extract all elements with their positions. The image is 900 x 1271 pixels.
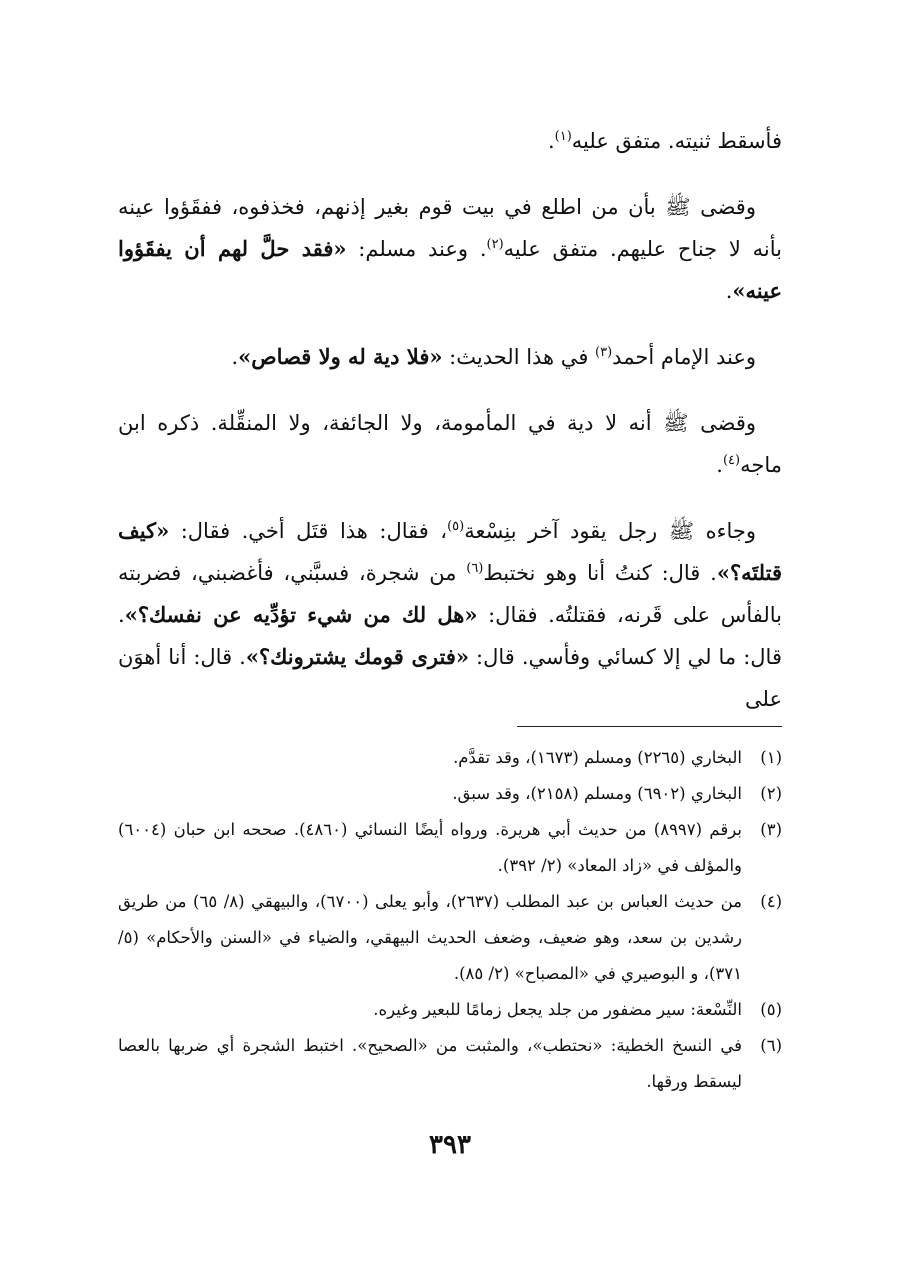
hadith-quote: «فقد حلَّ لهم أن يفقَؤوا عينه» (118, 236, 782, 303)
paragraph-text: وجاءه ﷺ رجل يقود آخر بنِسْعة (464, 519, 756, 543)
paragraph-1 (118, 120, 782, 162)
hadith-quote: «كيف قتلتَه؟» (118, 518, 783, 585)
paragraph-text: وقضى ﷺ بأن من اطلع في بيت قوم بغير إذنهم، فخذفوه، ففقَؤوا عينه بأنه لا جناح عليهم. متفق عليه (118, 195, 782, 261)
paragraph-text: وقضى ﷺ أنه لا دية في المأمومة، ولا الجائفة، ولا المنقِّلة. ذكره ابن ماجه (118, 411, 782, 477)
footnote-ref: (٢) (486, 237, 504, 252)
footnote-ref: (٤) (722, 453, 741, 468)
footnote-text: البخاري (٦٩٠٢) ومسلم (٢١٥٨)، وقد سبق. (452, 784, 742, 803)
hadith-quote: «هل لك من شيء تؤدِّيه عن نفسك؟» (124, 602, 478, 627)
footnote-divider (517, 726, 782, 727)
paragraph-4 (118, 402, 782, 486)
footnote-text: من حديث العباس بن عبد المطلب (٢٦٣٧)، وأبو يعلى (٦٧٠٠)، والبيهقي (٨/ ٦٥) من طريق رشدين بن سعد، وهو ضعيف، وضعف الحديث البيهقي، والضياء في «السنن والأحكام» (٥/ ٣٧١)، و البوصيري في «المصباح» (٢/ ٨٥). (118, 892, 742, 983)
footnote-ref: (٥) (447, 519, 465, 534)
footnote-ref: (٣) (595, 345, 613, 360)
footnote-number: (٦) (760, 1036, 782, 1055)
footnotes (118, 740, 782, 1100)
footnote-text: البخاري (٢٢٦٥) ومسلم (١٦٧٣)، وقد تقدَّم. (453, 748, 742, 767)
footnote-number: (٣) (760, 820, 782, 839)
footnote-item (118, 884, 782, 992)
paragraph-text: . قال: كنتُ أنا وهو نختبط (483, 561, 717, 585)
footnote-ref: (٦) (466, 561, 484, 576)
paragraph-text: . وعند مسلم: (346, 237, 487, 261)
footnote-number: (١) (760, 748, 782, 767)
paragraph-text: . (716, 453, 723, 477)
paragraph-2 (118, 186, 782, 312)
footnote-ref: (١) (554, 129, 572, 144)
paragraph-5 (118, 510, 782, 720)
footnote-text: برقم (٨٩٩٧) من حديث أبي هريرة. ورواه أيضًا النسائي (٤٨٦٠). صححه ابن حبان (٦٠٠٤) والمؤلف في «زاد المعاد» (٢/ ٣٩٢). (118, 820, 742, 875)
main-text (118, 120, 782, 720)
paragraph-text: . قال: أنا أهوَن على (118, 645, 782, 711)
paragraph-text: وعند الإمام أحمد (612, 345, 756, 369)
paragraph-text: من شجرة، فسبَّني، فأغضبني، فضربته بالفأس على قَرنه، فقتلتُه. فقال: (118, 561, 782, 627)
paragraph-text: . (547, 129, 555, 153)
footnote-number: (٢) (760, 784, 782, 803)
footnote-number: (٥) (760, 1000, 782, 1019)
footnote-item (118, 740, 782, 776)
paragraph-text: . (231, 345, 239, 369)
footnote-item (118, 812, 782, 884)
page-number: ٣٩٣ (429, 1130, 471, 1160)
footnote-text: النِّسْعة: سير مضفور من جلد يجعل زمامًا للبعير وغيره. (373, 1000, 742, 1019)
paragraph-text: . قال: ما لي إلا كسائي وفأسي. قال: (118, 603, 782, 669)
paragraph-text: ، فقال: هذا قتَل أخي. فقال: (169, 519, 448, 543)
footnote-text: في النسخ الخطية: «نحتطب»، والمثبت من «الصحيح». اختبط الشجرة أي ضربها بالعصا ليسقط ورقها. (118, 1036, 742, 1091)
paragraph-text: في هذا الحديث: (442, 345, 596, 369)
paragraph-text: فأسقط ثنيته. متفق عليه (571, 129, 782, 153)
footnote-item (118, 1028, 782, 1100)
hadith-quote: «فترى قومك يشترونك؟» (245, 644, 469, 669)
paragraph-text: . (725, 279, 733, 303)
footnote-item (118, 776, 782, 812)
footnote-number: (٤) (760, 892, 782, 911)
paragraph-3 (118, 336, 782, 378)
footnote-item (118, 992, 782, 1028)
hadith-quote: «فلا دية له ولا قصاص» (238, 344, 443, 369)
book-page (118, 120, 782, 1271)
